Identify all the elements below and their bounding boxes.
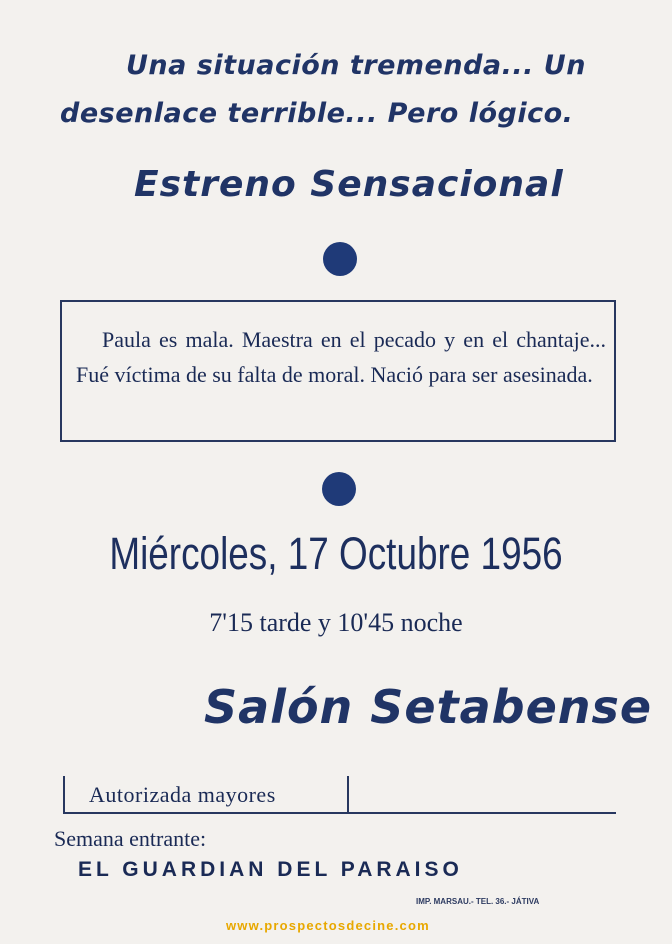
decorative-dot-top: [323, 242, 357, 276]
decorative-dot-bottom: [322, 472, 356, 506]
rating-label: Autorizada mayores: [89, 782, 276, 807]
tagline-line-2: desenlace terrible... Pero lógico.: [60, 98, 574, 129]
rating-box: [63, 776, 349, 814]
synopsis-text: Paula es mala. Maestra en el pecado y en el chantaje... Fué víctima de su falta de moral. Nació para ser asesinada.: [76, 327, 606, 387]
website-watermark: www.prospectosdecine.com: [226, 918, 430, 933]
tagline-line-1: Una situación tremenda... Un: [126, 50, 586, 81]
venue-name: Salón Setabense: [204, 680, 653, 734]
screening-date: Miércoles, 17 Octubre 1956: [109, 528, 563, 579]
printer-credit: IMP. MARSAU.- TEL. 36.- JÁTIVA: [416, 897, 540, 906]
headline: Estreno Sensacional: [134, 164, 564, 205]
synopsis-box: [60, 300, 616, 442]
screening-times: 7'15 tarde y 10'45 noche: [209, 608, 463, 637]
next-week-label: Semana entrante:: [54, 826, 207, 851]
next-week-title: EL GUARDIAN DEL PARAISO: [78, 858, 463, 881]
